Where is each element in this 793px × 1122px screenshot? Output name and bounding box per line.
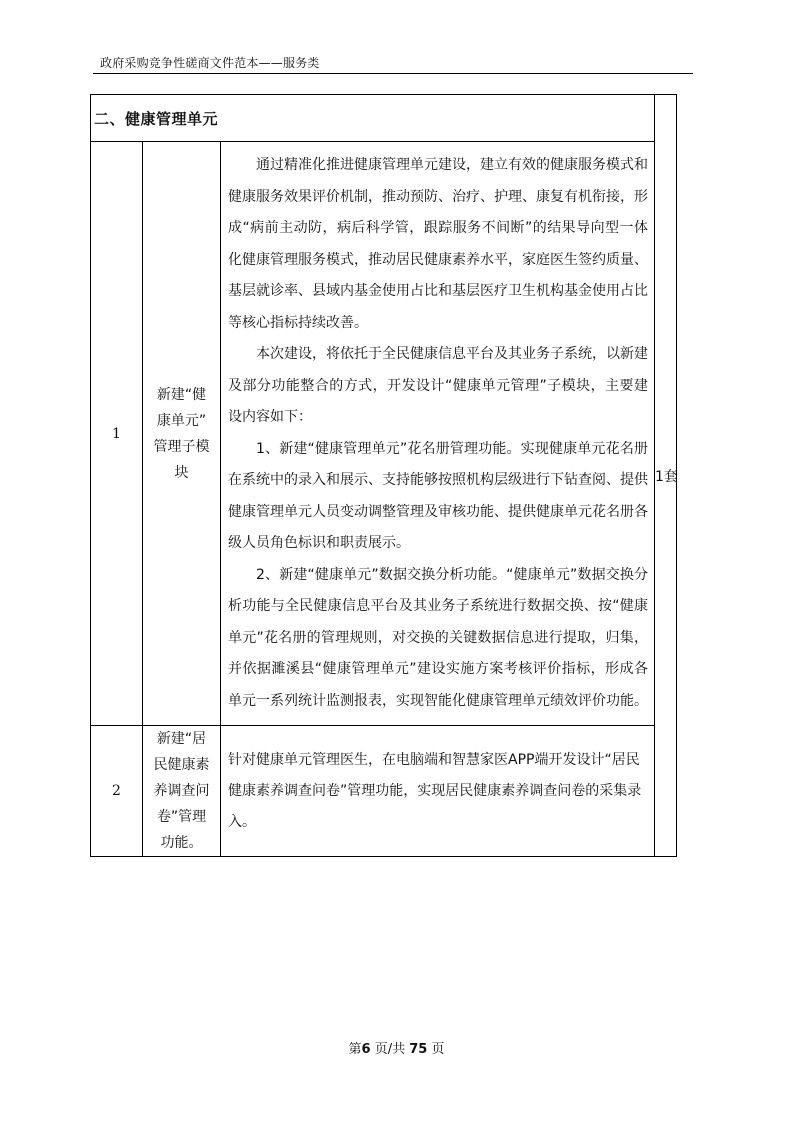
item-name-line: 民健康素 [153,757,210,773]
total-pages-number: 75 [409,1042,428,1057]
item-name-line: 康单元” [156,412,207,429]
footer-suffix: 页 [431,1042,445,1057]
description-paragraph: 通过精准化推进健康管理单元建设，建立有效的健康服务模式和健康服务效果评价机制，推动预防、治疗、护理、康复有机衔接，形成“病前主动防，病后科学管，跟踪服务不间断”的结果导向型一体化健康管理服务模式，推动居民健康素养水平，家庭医生签约质量、基层就诊率、县域内基金使用占比和基层医疗卫生机构基金使用占比等核心指标持续改善。 [228,157,648,331]
section-row [91,95,677,142]
page-footer [0,1038,793,1057]
item-name [143,142,221,726]
header-rule [93,73,693,74]
item-name [143,726,221,857]
row-number: 2 [91,726,143,857]
table-row [91,142,677,726]
footer-prefix: 第 [348,1042,362,1057]
spec-table [90,94,677,857]
item-name-line: 卷”管理 [156,809,207,825]
description-paragraph: 本次建设，将依托于全民健康信息平台及其业务子系统，以新建及部分功能整合的方式，开发设计“健康单元管理”子模块，主要建设内容如下： [228,346,648,425]
item-description [221,142,655,726]
table-row [91,726,677,857]
item-name-line: 养调查问 [153,783,210,799]
running-header: 政府采购竞争性磋商文件范本——服务类 [100,56,320,70]
item-description: 针对健康单元管理医生，在电脑端和智慧家医APP端开发设计“居民健康素养调查问卷”管理功能，实现居民健康素养调查问卷的采集录入。 [221,726,655,857]
footer-middle: 页/共 [374,1042,406,1057]
row-number: 1 [91,142,143,726]
item-name-line: 块 [174,464,189,481]
description-paragraph: 2、新建“健康单元”数据交换分析功能。“健康单元”数据交换分析功能与全民健康信息平台及其业务子系统进行数据交换、按“健康单元”花名册的管理规则，对交换的关键数据信息进行提取，归集，并依据濉溪县“健康管理单元”建设实施方案考核评价指标，形成各单元一系列统计监测报表，实现智能化健康管理单元绩效评价功能。 [228,566,648,709]
item-name-line: 新建“居 [156,731,207,747]
current-page-number: 6 [361,1042,371,1057]
item-name-line: 管理子模 [153,438,210,455]
description-paragraph: 1、新建“健康管理单元”花名册管理功能。实现健康单元花名册在系统中的录入和展示、支持能够按照机构层级进行下钻查阅、提供健康管理单元人员变动调整管理及审核功能、提供健康单元花名册各级人员角色标识和职责展示。 [228,440,648,551]
item-name-line: 功能。 [160,835,203,851]
quantity-cell: 1套 [655,95,677,857]
item-name-line: 新建“健 [156,386,207,403]
section-title: 二、健康管理单元 [91,95,655,142]
